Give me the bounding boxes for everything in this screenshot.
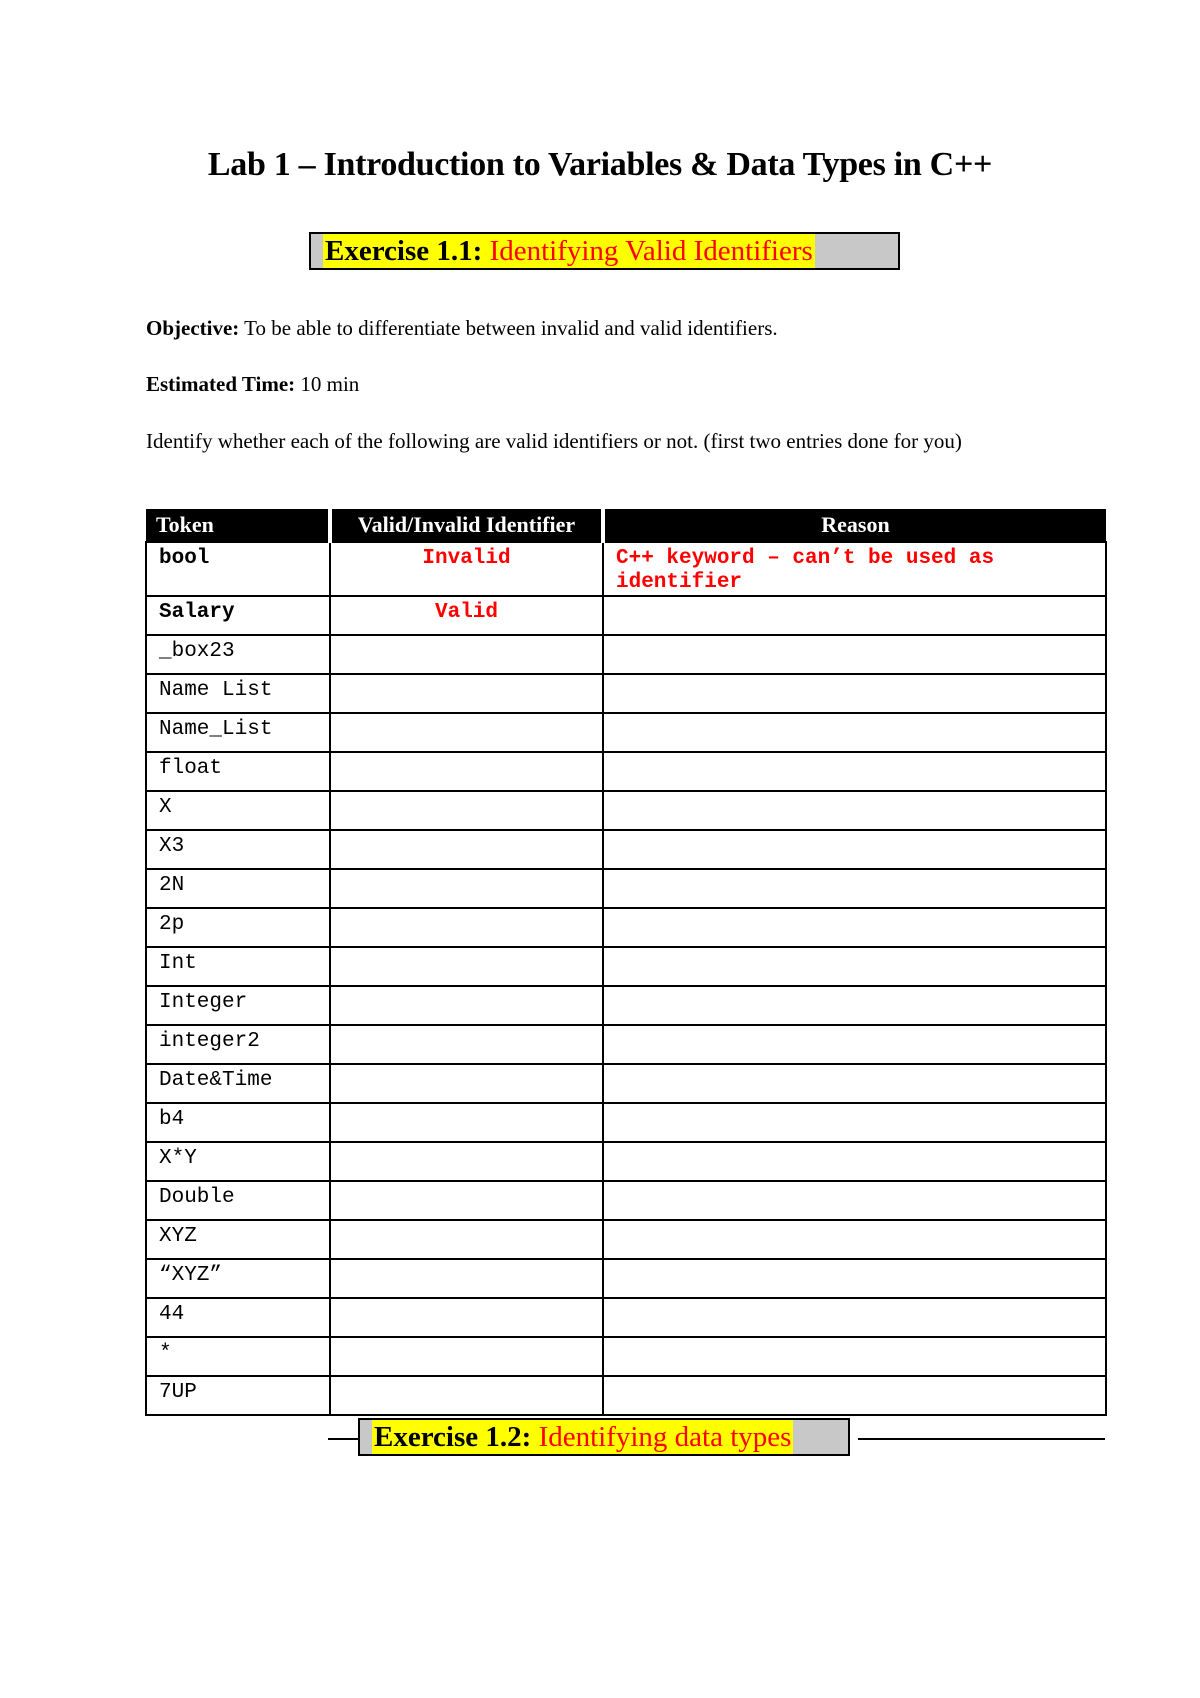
- token-cell: X: [146, 791, 330, 830]
- table-row: [146, 635, 1106, 674]
- reason-cell[interactable]: [603, 713, 1106, 752]
- table-row: [146, 674, 1106, 713]
- table-row: [146, 947, 1106, 986]
- header-token: Token: [146, 509, 330, 542]
- token-cell: Salary: [146, 596, 330, 635]
- table-row: [146, 869, 1106, 908]
- table-row: [146, 830, 1106, 869]
- reason-cell[interactable]: [603, 1064, 1106, 1103]
- token-cell: float: [146, 752, 330, 791]
- validity-cell[interactable]: [330, 1142, 603, 1181]
- page-title: Lab 1 – Introduction to Variables & Data Types in C++: [207, 146, 993, 183]
- token-cell: Name_List: [146, 713, 330, 752]
- validity-cell[interactable]: [330, 1337, 603, 1376]
- validity-cell[interactable]: [330, 1220, 603, 1259]
- validity-cell[interactable]: [330, 986, 603, 1025]
- reason-cell[interactable]: [603, 947, 1106, 986]
- reason-cell[interactable]: [603, 1025, 1106, 1064]
- objective-paragraph: [146, 315, 1056, 342]
- reason-cell[interactable]: [603, 1376, 1106, 1415]
- header-validity: Valid/Invalid Identifier: [330, 509, 603, 542]
- reason-cell[interactable]: [603, 1142, 1106, 1181]
- validity-cell[interactable]: [330, 908, 603, 947]
- exercise-1-2-number: Exercise 1.2:: [374, 1421, 532, 1453]
- table-row: [146, 1298, 1106, 1337]
- table-row: [146, 1220, 1106, 1259]
- exercise-1-1-banner: [309, 232, 900, 270]
- token-cell: b4: [146, 1103, 330, 1142]
- table-row: [146, 596, 1106, 635]
- validity-cell[interactable]: [330, 674, 603, 713]
- table-row: [146, 1025, 1106, 1064]
- token-cell: Double: [146, 1181, 330, 1220]
- estimated-time-text: 10 min: [300, 372, 360, 396]
- table-row: [146, 1064, 1106, 1103]
- identifier-table: [145, 509, 1107, 1416]
- exercise-1-2-rule-right: [858, 1438, 1105, 1440]
- validity-cell[interactable]: [330, 1259, 603, 1298]
- table-row: [146, 542, 1106, 596]
- table-row: [146, 986, 1106, 1025]
- reason-cell[interactable]: [603, 869, 1106, 908]
- validity-cell[interactable]: [330, 1103, 603, 1142]
- token-cell: “XYZ”: [146, 1259, 330, 1298]
- token-cell: Int: [146, 947, 330, 986]
- table-header-row: [146, 509, 1106, 542]
- reason-cell[interactable]: [603, 596, 1106, 635]
- reason-cell[interactable]: [603, 1337, 1106, 1376]
- reason-cell[interactable]: [603, 986, 1106, 1025]
- token-cell: 2N: [146, 869, 330, 908]
- validity-cell[interactable]: Valid: [330, 596, 603, 635]
- validity-cell[interactable]: Invalid: [330, 542, 603, 596]
- validity-cell[interactable]: [330, 713, 603, 752]
- validity-cell[interactable]: [330, 830, 603, 869]
- table-row: [146, 1376, 1106, 1415]
- validity-cell[interactable]: [330, 635, 603, 674]
- reason-cell[interactable]: [603, 908, 1106, 947]
- reason-cell[interactable]: [603, 674, 1106, 713]
- token-cell: _box23: [146, 635, 330, 674]
- token-cell: Name List: [146, 674, 330, 713]
- token-cell: 7UP: [146, 1376, 330, 1415]
- table-row: [146, 1181, 1106, 1220]
- reason-cell[interactable]: [603, 830, 1106, 869]
- token-cell: XYZ: [146, 1220, 330, 1259]
- validity-cell[interactable]: [330, 791, 603, 830]
- table-row: [146, 791, 1106, 830]
- instructions-paragraph: Identify whether each of the following are valid identifiers or not. (first two entries done for you): [146, 429, 962, 453]
- token-cell: X3: [146, 830, 330, 869]
- exercise-1-2-banner: [358, 1418, 850, 1456]
- estimated-time-label: Estimated Time:: [146, 372, 296, 396]
- reason-cell[interactable]: [603, 1259, 1106, 1298]
- token-cell: bool: [146, 542, 330, 596]
- estimated-time-paragraph: [146, 371, 1056, 398]
- token-cell: X*Y: [146, 1142, 330, 1181]
- exercise-1-1-number: Exercise 1.1:: [325, 235, 483, 267]
- exercise-1-2-rule-left: [328, 1438, 358, 1440]
- validity-cell[interactable]: [330, 947, 603, 986]
- reason-cell[interactable]: [603, 1220, 1106, 1259]
- table-row: [146, 1259, 1106, 1298]
- token-cell: *: [146, 1337, 330, 1376]
- validity-cell[interactable]: [330, 752, 603, 791]
- objective-text: To be able to differentiate between invalid and valid identifiers.: [244, 316, 778, 340]
- table-row: [146, 1142, 1106, 1181]
- table-row: [146, 713, 1106, 752]
- reason-cell[interactable]: C++ keyword – can’t be used as identifier: [603, 542, 1106, 596]
- exercise-1-1-heading: [323, 234, 815, 268]
- token-cell: Date&Time: [146, 1064, 330, 1103]
- table-row: [146, 752, 1106, 791]
- header-reason: Reason: [603, 509, 1106, 542]
- validity-cell[interactable]: [330, 1376, 603, 1415]
- validity-cell[interactable]: [330, 869, 603, 908]
- exercise-1-2-topic: Identifying data types: [538, 1421, 792, 1453]
- reason-cell[interactable]: [603, 1181, 1106, 1220]
- validity-cell[interactable]: [330, 1025, 603, 1064]
- validity-cell[interactable]: [330, 1298, 603, 1337]
- validity-cell[interactable]: [330, 1181, 603, 1220]
- token-cell: 2p: [146, 908, 330, 947]
- table-row: [146, 1337, 1106, 1376]
- table-row: [146, 908, 1106, 947]
- reason-cell[interactable]: [603, 752, 1106, 791]
- exercise-1-1-topic: Identifying Valid Identifiers: [489, 235, 813, 267]
- exercise-1-2-heading: [372, 1420, 793, 1454]
- reason-cell[interactable]: [603, 1298, 1106, 1337]
- table-row: [146, 1103, 1106, 1142]
- reason-cell[interactable]: [603, 791, 1106, 830]
- token-cell: integer2: [146, 1025, 330, 1064]
- reason-cell[interactable]: [603, 1103, 1106, 1142]
- validity-cell[interactable]: [330, 1064, 603, 1103]
- token-cell: 44: [146, 1298, 330, 1337]
- token-cell: Integer: [146, 986, 330, 1025]
- reason-cell[interactable]: [603, 635, 1106, 674]
- objective-label: Objective:: [146, 316, 240, 340]
